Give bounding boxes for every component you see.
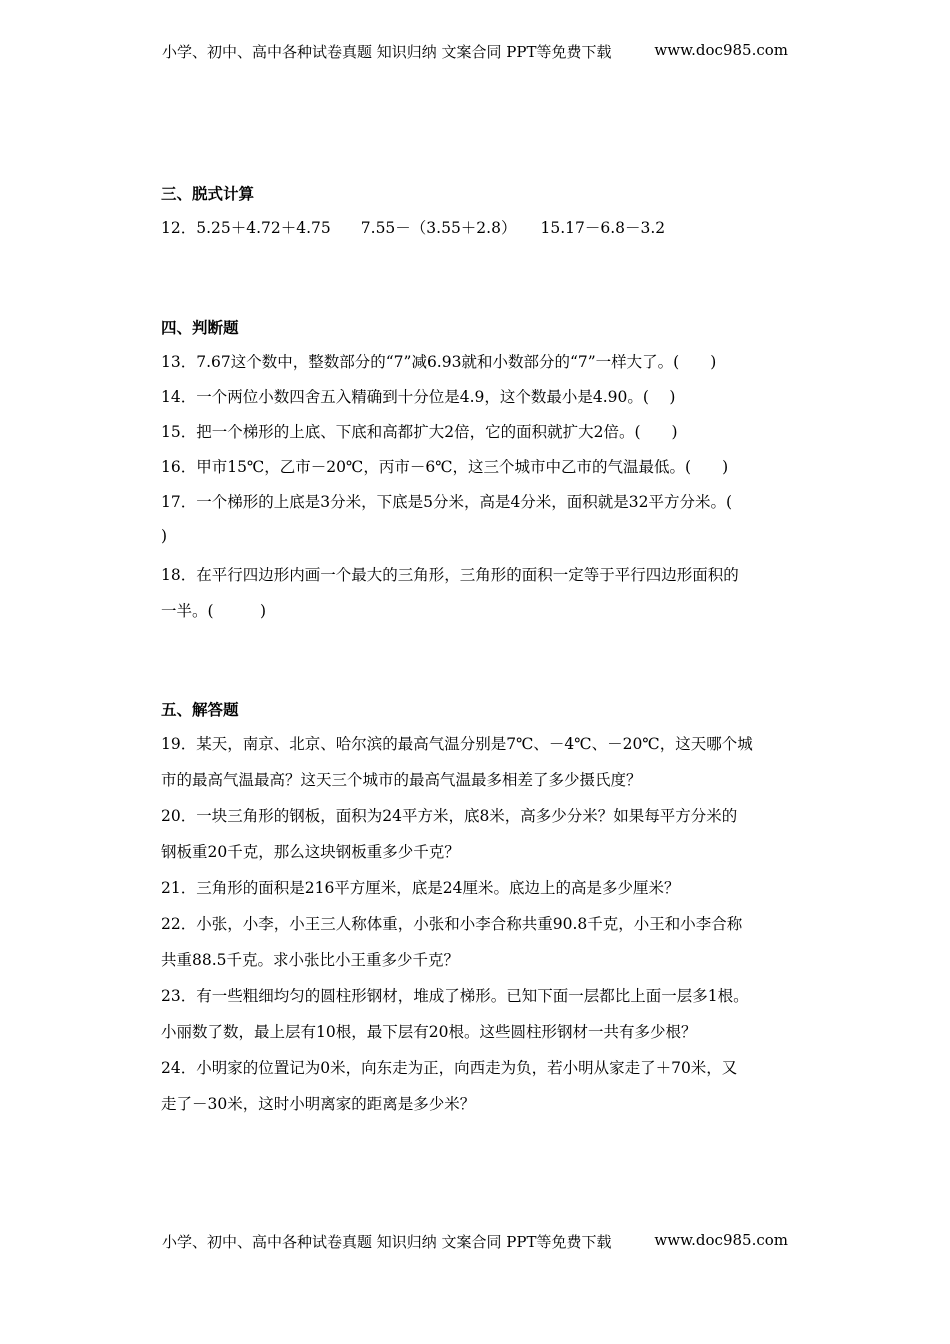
question-20-line-1: 20．一块三角形的钢板，面积为24平方米，底8米，高多少分米？如果每平方分米的: [161, 807, 738, 825]
question-18-line-1: 18．在平行四边形内画一个最大的三角形，三角形的面积一定等于平行四边形面积的: [161, 566, 739, 584]
section-title-judgement: 四、判断题: [161, 318, 239, 337]
question-13: 13．7.67这个数中，整数部分的“7”减6.93就和小数部分的“7”一样大了。( ): [161, 353, 717, 371]
expression-1: 5.25＋4.72＋4.75: [196, 219, 331, 237]
header-text: 小学、初中、高中各种试卷真题 知识归纳 文案合同 PPT等免费下载: [162, 43, 612, 61]
question-number: 12．: [161, 219, 197, 237]
question-21: 21．三角形的面积是216平方厘米，底是24厘米。底边上的高是多少厘米？: [161, 879, 680, 897]
section-title-answers: 五、解答题: [161, 700, 239, 719]
question-12: [161, 216, 665, 238]
question-19-line-2: 市的最高气温最高？这天三个城市的最高气温最多相差了多少摄氏度？: [161, 771, 642, 789]
question-24-line-1: 24．小明家的位置记为0米，向东走为正，向西走为负，若小明从家走了＋70米，又: [161, 1059, 738, 1077]
question-23-line-1: 23．有一些粗细均匀的圆柱形钢材，堆成了梯形。已知下面一层都比上面一层多1根。: [161, 987, 749, 1005]
question-18-line-2: 一半。( ): [161, 602, 267, 620]
question-23-line-2: 小丽数了数，最上层有10根，最下层有20根。这些圆柱形钢材一共有多少根？: [161, 1023, 697, 1041]
expression-2: 7.55－（3.55＋2.8）: [360, 219, 517, 237]
question-24-line-2: 走了－30米，这时小明离家的距离是多少米？: [161, 1095, 476, 1113]
question-14: 14．一个两位小数四舍五入精确到十分位是4.9，这个数最小是4.90。( ): [161, 388, 676, 406]
question-15: 15．把一个梯形的上底、下底和高都扩大2倍，它的面积就扩大2倍。( ): [161, 423, 678, 441]
question-17-line-1: 17．一个梯形的上底是3分米，下底是5分米，高是4分米，面积就是32平方分米。(: [161, 493, 733, 511]
question-22-line-1: 22．小张，小李，小王三人称体重，小张和小李合称共重90.8千克，小王和小李合称: [161, 915, 743, 933]
question-16: 16．甲市15℃，乙市－20℃，丙市－6℃，这三个城市中乙市的气温最低。( ): [161, 458, 729, 476]
question-22-line-2: 共重88.5千克。求小张比小王重多少千克？: [161, 951, 460, 969]
section-title-calculation: 三、脱式计算: [161, 184, 255, 203]
question-20-line-2: 钢板重20千克，那么这块钢板重多少千克？: [161, 843, 460, 861]
footer-text: 小学、初中、高中各种试卷真题 知识归纳 文案合同 PPT等免费下载: [162, 1233, 612, 1251]
question-19-line-1: 19．某天，南京、北京、哈尔滨的最高气温分别是7℃、－4℃、－20℃，这天哪个城: [161, 735, 753, 753]
expression-3: 15.17－6.8－3.2: [540, 219, 666, 237]
footer-url[interactable]: www.doc985.com: [654, 1231, 788, 1249]
header-url[interactable]: www.doc985.com: [654, 41, 788, 59]
question-17-line-2: ): [161, 527, 168, 545]
